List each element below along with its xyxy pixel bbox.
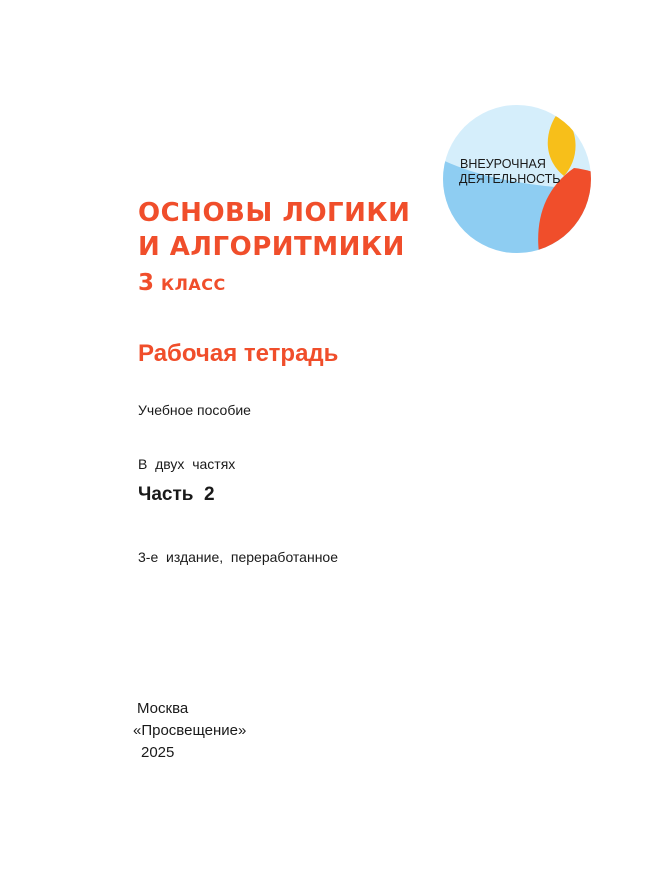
book-title-line1: ОСНОВЫ ЛОГИКИ (138, 198, 411, 228)
grade-word: КЛАСС (160, 275, 226, 294)
imprint (133, 698, 246, 764)
workbook-subtitle: Рабочая тетрадь (138, 340, 339, 367)
edition-note: 3-е издание, переработанное (138, 549, 338, 565)
imprint-city: Москва (137, 700, 189, 717)
book-type: Учебное пособие (138, 402, 251, 418)
logo-text-line2: ДЕЯТЕЛЬНОСТЬ (459, 172, 561, 186)
grade-label (138, 270, 226, 298)
book-title-line2: И АЛГОРИТМИКИ (138, 232, 405, 262)
parts-note: В двух частях (138, 456, 236, 472)
imprint-year: 2025 (141, 744, 175, 761)
logo-circle-icon (442, 100, 592, 258)
imprint-publisher: «Просвещение» (133, 722, 247, 739)
extracurricular-logo (442, 100, 592, 258)
book-title (138, 196, 410, 264)
grade-number: 3 (138, 270, 155, 296)
logo-text-line1: ВНЕУРОЧНАЯ (460, 157, 546, 171)
part-number: Часть 2 (138, 484, 215, 505)
